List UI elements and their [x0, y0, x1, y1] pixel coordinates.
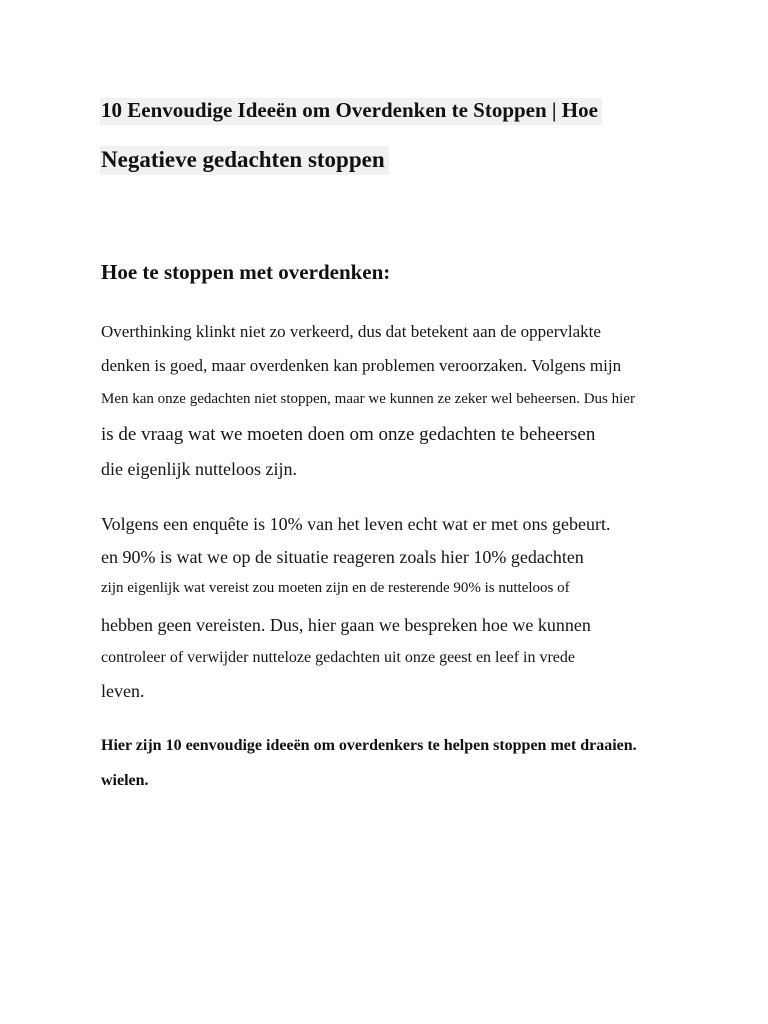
paragraph-2-line-5: controleer of verwijder nutteloze gedachten uit onze geest en leef in vrede	[101, 649, 575, 666]
paragraph-1-line-5: die eigenlijk nutteloos zijn.	[101, 459, 297, 479]
bold-statement-line-2: wielen.	[101, 772, 149, 789]
paragraph-2-line-4: hebben geen vereisten. Dus, hier gaan we bespreken hoe we kunnen	[101, 615, 591, 635]
document-title-line-1: 10 Eenvoudige Ideeën om Overdenken te Stoppen | Hoe	[100, 98, 602, 125]
paragraph-1-line-1: Overthinking klinkt niet zo verkeerd, dus dat betekent aan de oppervlakte	[101, 322, 601, 341]
paragraph-1-line-3: Men kan onze gedachten niet stoppen, maar we kunnen ze zeker wel beheersen. Dus hier	[101, 391, 635, 407]
document-title-line-2: Negatieve gedachten stoppen	[100, 146, 389, 175]
paragraph-2-line-3: zijn eigenlijk wat vereist zou moeten zijn en de resterende 90% is nutteloos of	[101, 580, 570, 596]
bold-statement-line-1: Hier zijn 10 eenvoudige ideeën om overdenkers te helpen stoppen met draaien.	[101, 737, 637, 754]
paragraph-2-line-1: Volgens een enquête is 10% van het leven echt wat er met ons gebeurt.	[101, 514, 611, 534]
paragraph-2-line-6: leven.	[101, 681, 145, 701]
paragraph-2-line-2: en 90% is wat we op de situatie reageren zoals hier 10% gedachten	[101, 547, 584, 567]
section-heading: Hoe te stoppen met overdenken:	[101, 260, 391, 284]
paragraph-1-line-2: denken is goed, maar overdenken kan problemen veroorzaken. Volgens mijn	[101, 356, 622, 375]
paragraph-1-line-4: is de vraag wat we moeten doen om onze gedachten te beheersen	[101, 424, 596, 445]
